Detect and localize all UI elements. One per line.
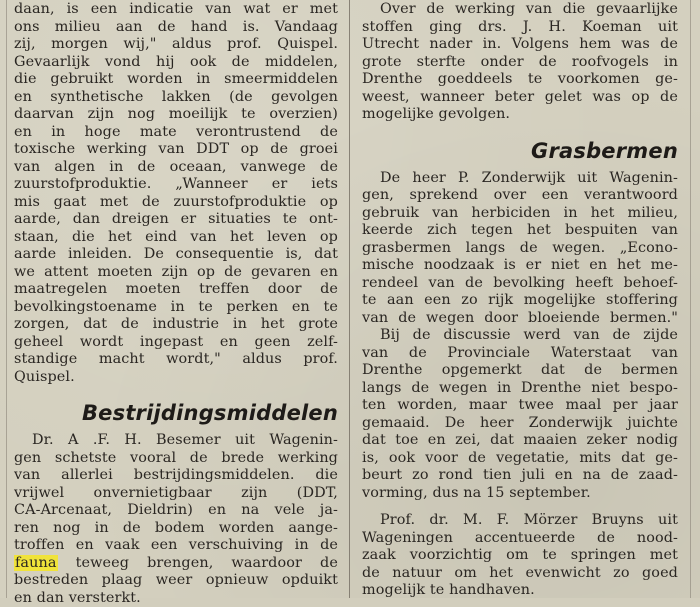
text-line: en in hoge mate verontrustend de xyxy=(14,124,338,142)
text-line: Wageningen accentueerde de nood- xyxy=(362,530,678,548)
text-line: troffen en vaak een verschuiving in de xyxy=(14,537,338,555)
column-divider xyxy=(349,0,350,598)
text-line: rendeel van de bevolking heeft behoef- xyxy=(362,275,678,293)
right-paragraph-4 xyxy=(362,512,678,600)
text-line: weest, wanneer beter gelet was op de xyxy=(362,89,678,107)
text-line: ren nog in de bodem worden aange- xyxy=(14,520,338,538)
text-line: aarde, dan dreigen er situaties te ont- xyxy=(14,211,338,229)
text-line: Drenthe goeddeels te voorkomen ge- xyxy=(362,71,678,89)
right-paragraph-1 xyxy=(362,1,678,124)
text-line: vrijwel onvernietigbaar zijn (DDT, xyxy=(14,485,338,503)
page-edge-left xyxy=(6,0,7,598)
text-line: en synthetische lakken (de gevolgen xyxy=(14,89,338,107)
text-line: CA-Arcenaat, Dieldrin) en na vele ja- xyxy=(14,502,338,520)
text-line: zuurstofproduktie. „Wanneer er iets xyxy=(14,176,338,194)
text-line: gen, sprekend over een verantwoord xyxy=(362,187,678,205)
left-column xyxy=(14,0,338,607)
text-line: gebruik van herbiciden in het milieu, xyxy=(362,205,678,223)
text-line: Bij de discussie werd van de zijde xyxy=(362,327,678,345)
text-line: bevolkingstoename in te perken en te xyxy=(14,299,338,317)
text-line: Dr. A .F. H. Besemer uit Wagenin- xyxy=(14,432,338,450)
text-line: mogelijke gevolgen. xyxy=(362,106,678,124)
text-line: van de Provinciale Waterstaat van xyxy=(362,345,678,363)
text-line: en dan versterkt. xyxy=(14,590,338,607)
right-paragraph-2 xyxy=(362,170,678,328)
left-paragraph-1 xyxy=(14,1,338,386)
text-line: Quispel. xyxy=(14,369,338,387)
text-line: dat toe en zei, dat maaien zeker nodig xyxy=(362,432,678,450)
text-line: van allerlei bestrijdingsmiddelen. die xyxy=(14,467,338,485)
text-line: zij, morgen wij," aldus prof. Quispel. xyxy=(14,36,338,54)
text-line: mische noodzaak is er niet en het me- xyxy=(362,257,678,275)
left-paragraph-2 xyxy=(14,432,338,607)
text-line: zaak voorzichtig om te springen met xyxy=(362,547,678,565)
text-line: Prof. dr. M. F. Mörzer Bruyns uit xyxy=(362,512,678,530)
text-line: daarvan zijn nog moeilijk te overzien) xyxy=(14,106,338,124)
text-line: bestreden plaag weer opnieuw opduikt xyxy=(14,572,338,590)
text-line: geheel wordt ingepast en geen zelf- xyxy=(14,334,338,352)
section-heading-grasbermen: Grasbermen xyxy=(362,138,678,164)
text-line: grote sterfte onder de roofvogels in xyxy=(362,54,678,72)
text-line: is, ook voor de vegetatie, mits dat ge- xyxy=(362,450,678,468)
text-line: mis gaat met de zuurstofproduktie op xyxy=(14,194,338,212)
text-line: ten worden, maar twee maal per jaar xyxy=(362,397,678,415)
text-line: ons milieu aan de hand is. Vandaag xyxy=(14,19,338,37)
text-line: van de wegen door bloeiende bermen." xyxy=(362,310,678,328)
text-line: vorming, dus na 15 september. xyxy=(362,485,678,503)
text-line: we attent moeten zijn op de gevaren en xyxy=(14,264,338,282)
text-line: toxische werking van DDT op de groei xyxy=(14,141,338,159)
text-line: te aan een zo rijk mogelijke stoffering xyxy=(362,292,678,310)
text-line: keerde zich tegen het bespuiten van xyxy=(362,222,678,240)
text-line: Gevaarlijk vond hij ook de middelen, xyxy=(14,54,338,72)
text-line: van algen in de oceaan, vanwege de xyxy=(14,159,338,177)
section-heading-bestrijdingsmiddelen: Bestrijdingsmiddelen xyxy=(14,400,338,426)
text-line-with-highlight xyxy=(14,555,338,573)
highlighted-word: fauna xyxy=(14,555,58,571)
text-line: maatregelen moeten treffen door de xyxy=(14,281,338,299)
text-fragment: teweeg brengen, waardoor de xyxy=(76,555,338,571)
text-line: langs de wegen in Drenthe niet bespo- xyxy=(362,380,678,398)
text-line: zorgen, dat de industrie in het grote xyxy=(14,316,338,334)
text-line: stoffen ging drs. J. H. Koeman uit xyxy=(362,19,678,37)
text-line: beurt zo rond tien juli en na de zaad- xyxy=(362,467,678,485)
text-line: aarde inleiden. De consequentie is, dat xyxy=(14,246,338,264)
text-line: grasbermen langs de wegen. „Econo- xyxy=(362,240,678,258)
text-line: Utrecht nader in. Volgens hem was de xyxy=(362,36,678,54)
text-line: gen schetste vooral de brede werking xyxy=(14,450,338,468)
text-line: de natuur om het evenwicht zo goed xyxy=(362,565,678,583)
right-paragraph-3 xyxy=(362,327,678,502)
page-edge-right xyxy=(690,0,691,598)
text-line: standige macht wordt," aldus prof. xyxy=(14,351,338,369)
text-line: gemaaid. De heer Zonderwijk juichte xyxy=(362,415,678,433)
text-line: staan, die het eind van het leven op xyxy=(14,229,338,247)
text-line: daan, is een indicatie van wat er met xyxy=(14,1,338,19)
text-line: Drenthe opgemerkt dat de bermen xyxy=(362,362,678,380)
text-line: Over de werking van die gevaarlijke xyxy=(362,1,678,19)
text-line: De heer P. Zonderwijk uit Wagenin- xyxy=(362,170,678,188)
text-line: die gebruikt worden in smeermiddelen xyxy=(14,71,338,89)
right-column xyxy=(362,0,678,600)
text-line: mogelijk te handhaven. xyxy=(362,582,678,600)
